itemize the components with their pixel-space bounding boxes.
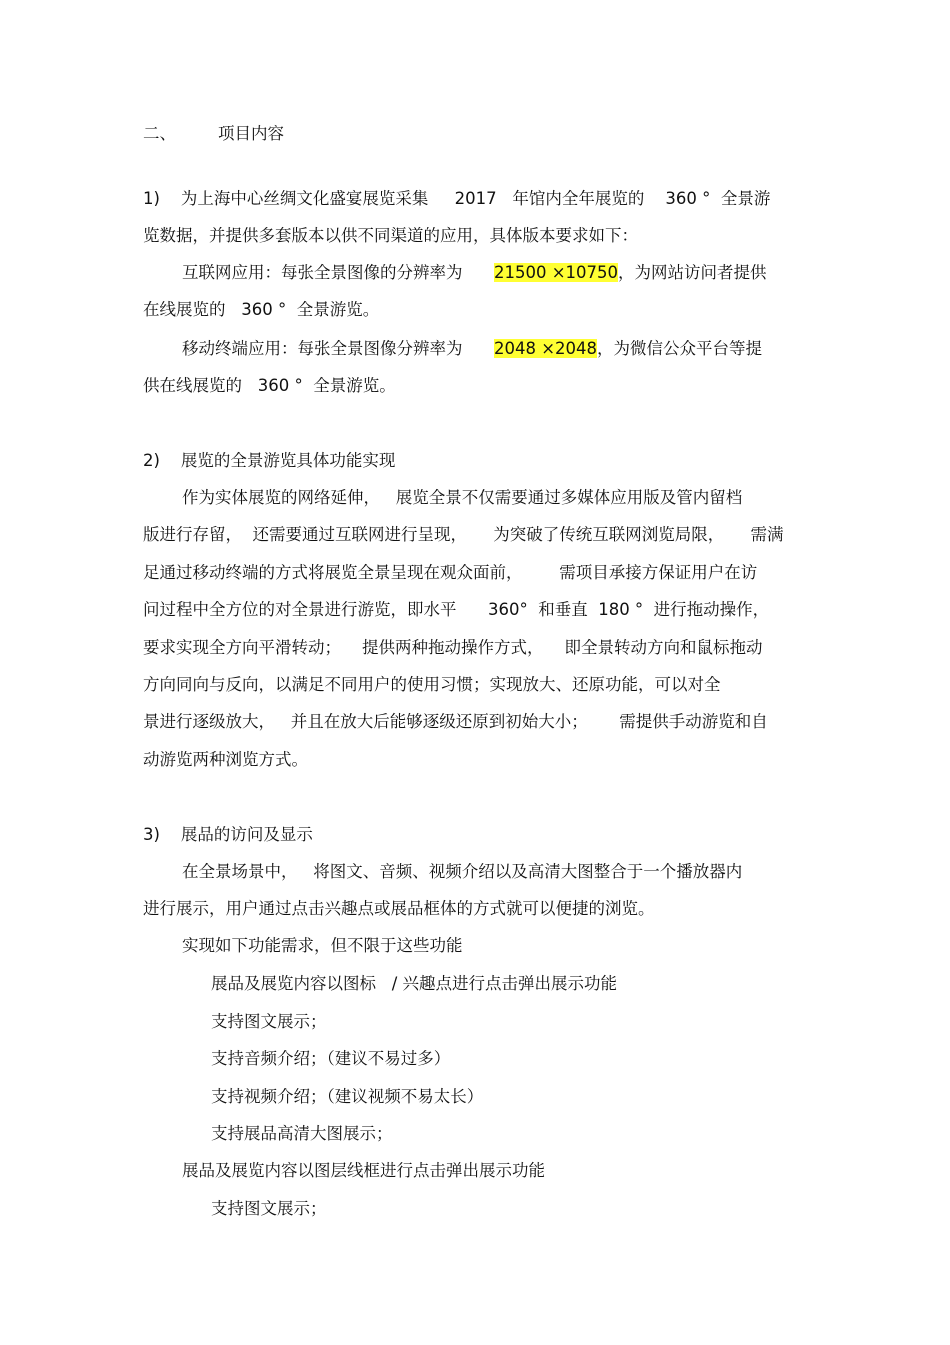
line-suffix: ，为微信公众平台等提	[597, 339, 763, 358]
text-line-item-3-l7: 支持图文展示；	[211, 1199, 327, 1218]
text-line-item-3-p3: 实现如下功能需求，但不限于这些功能	[182, 936, 463, 955]
line-prefix: 互联网应用：每张全景图像的分辨率为	[182, 263, 494, 282]
text-line-item-3-heading: 3) 展品的访问及显示	[143, 825, 313, 844]
text-line-section-heading: 二、 项目内容	[143, 124, 284, 143]
text-line-item-2-p7: 景进行逐级放大， 并且在放大后能够逐级还原到初始大小； 需提供手动游览和自	[143, 712, 768, 731]
text-line-item-2-heading: 2) 展览的全景游览具体功能实现	[143, 451, 396, 470]
text-line-item-3-l4: 支持视频介绍；（建议视频不易太长）	[211, 1087, 484, 1106]
text-line-item-3-l1: 展品及展览内容以图标 / 兴趣点进行点击弹出展示功能	[211, 974, 618, 993]
text-line-item-2-p8: 动游览两种浏览方式。	[143, 750, 308, 769]
text-line-item-1-mobile-b: 供在线展览的 360 ° 全景游览。	[143, 376, 396, 395]
line-prefix: 移动终端应用：每张全景图像分辨率为	[182, 339, 494, 358]
highlighted-resolution: 21500 ×10750	[493, 263, 619, 282]
text-line-item-3-l2: 支持图文展示；	[211, 1012, 327, 1031]
text-line-item-2-p4: 问过程中全方位的对全景进行游览，即水平 360° 和垂直 180 ° 进行拖动操作，	[143, 600, 770, 619]
text-line-item-3-l3: 支持音频介绍；（建议不易过多）	[211, 1049, 451, 1068]
text-line-item-3-l6: 展品及展览内容以图层线框进行点击弹出展示功能	[182, 1161, 545, 1180]
text-line-item-3-l5: 支持展品高清大图展示；	[211, 1124, 393, 1143]
text-line-item-1-internet-a	[182, 262, 767, 284]
text-line-item-3-p2: 进行展示，用户通过点击兴趣点或展品框体的方式就可以便捷的浏览。	[143, 899, 655, 918]
text-line-item-1-internet-b: 在线展览的 360 ° 全景游览。	[143, 300, 380, 319]
text-line-item-1-heading-b: 览数据，并提供多套版本以供不同渠道的应用，具体版本要求如下：	[143, 226, 638, 245]
text-line-item-2-p1: 作为实体展览的网络延伸， 展览全景不仅需要通过多媒体应用版及管内留档	[182, 488, 743, 507]
text-line-item-1-heading-a: 1) 为上海中心丝绸文化盛宴展览采集 2017 年馆内全年展览的 360 ° 全景游	[143, 189, 771, 208]
text-line-item-3-p1: 在全景场景中， 将图文、音频、视频介绍以及高清大图整合于一个播放器内	[182, 862, 743, 881]
text-line-item-2-p2: 版进行存留， 还需要通过互联网进行呈现， 为突破了传统互联网浏览局限， 需满	[143, 525, 784, 544]
text-line-item-2-p6: 方向同向与反向，以满足不同用户的使用习惯；实现放大、还原功能，可以对全	[143, 675, 721, 694]
text-line-item-2-p3: 足通过移动终端的方式将展览全景呈现在观众面前， 需项目承接方保证用户在访	[143, 563, 758, 582]
highlighted-resolution: 2048 ×2048	[493, 339, 598, 358]
text-line-item-1-mobile-a	[182, 338, 762, 360]
text-line-item-2-p5: 要求实现全方向平滑转动； 提供两种拖动操作方式， 即全景转动方向和鼠标拖动	[143, 638, 763, 657]
line-suffix: ，为网站访问者提供	[618, 263, 767, 282]
